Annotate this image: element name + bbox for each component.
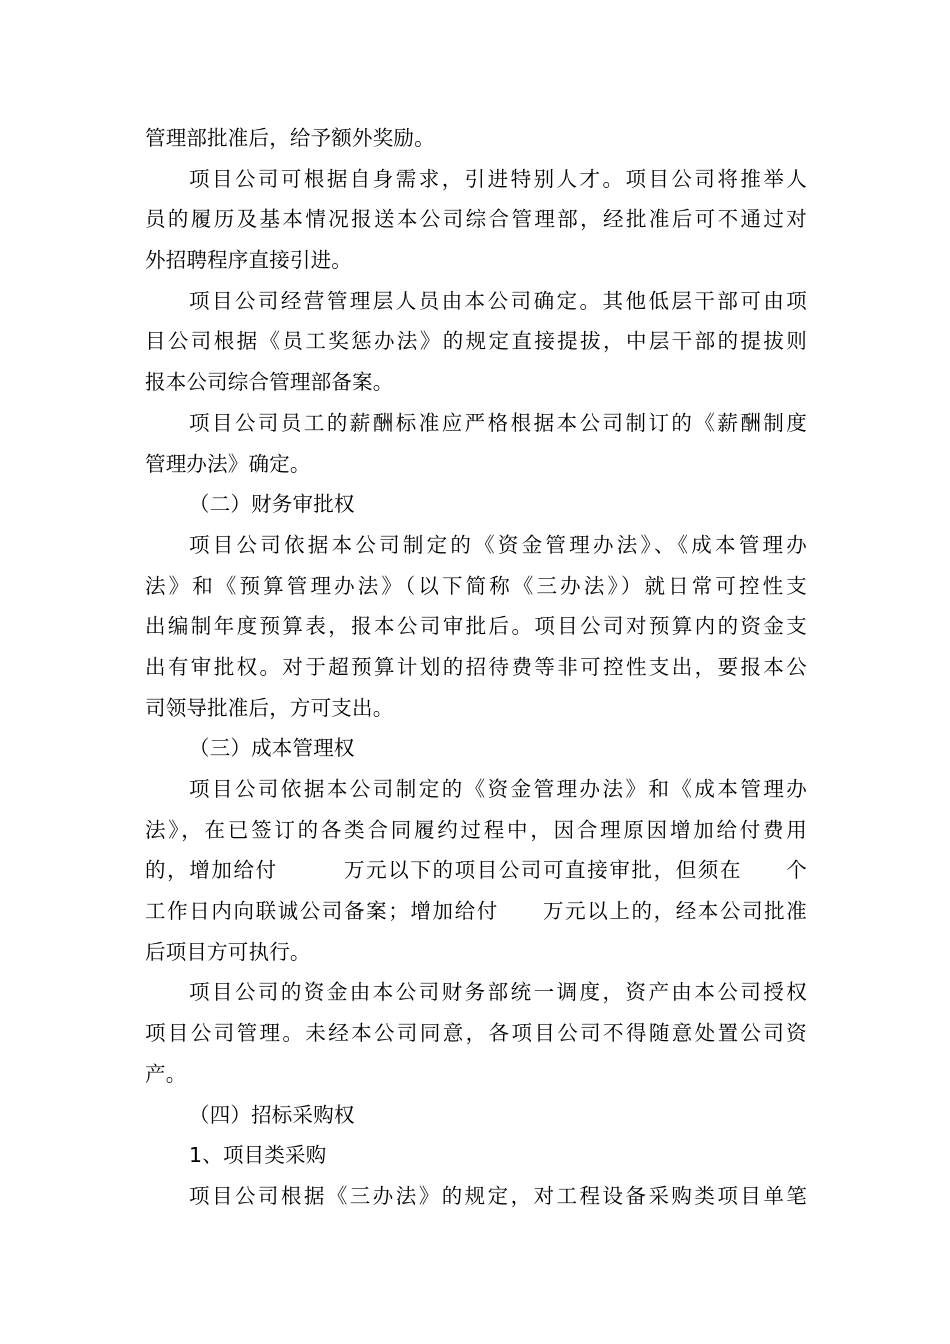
section-heading: （二）财务审批权 xyxy=(189,492,355,517)
text-line: 员的履历及基本情况报送本公司综合管理部，经批准后可不通过对 xyxy=(145,207,807,232)
text-line: 出有审批权。对于超预算计划的招待费等非可控性支出，要报本公 xyxy=(145,654,807,679)
text-line: 外招聘程序直接引进。 xyxy=(145,248,352,273)
paragraph-first-line: 项目公司的资金由本公司财务部统一调度，资产由本公司授权 xyxy=(189,980,807,1005)
paragraph-first-line: 项目公司员工的薪酬标准应严格根据本公司制订的《薪酬制度 xyxy=(189,410,807,435)
text-line: 法》，在已签订的各类合同履约过程中，因合理原因增加给付费用 xyxy=(145,817,807,842)
text-line: 管理办法》确定。 xyxy=(145,451,311,476)
text-line: 工作日内向联诚公司备案；增加给付 万元以上的，经本公司批准 xyxy=(145,899,807,924)
paragraph-first-line: 项目公司可根据自身需求，引进特别人才。项目公司将推举人 xyxy=(189,166,807,191)
paragraph-first-line: 项目公司依据本公司制定的《资金管理办法》和《成本管理办 xyxy=(189,777,807,801)
text-line: 报本公司综合管理部备案。 xyxy=(145,370,394,395)
text-line: 法》和《预算管理办法》（以下简称《三办法》）就日常可控性支 xyxy=(145,573,807,598)
subsection-heading: 1、项目类采购 xyxy=(189,1143,327,1168)
paragraph-first-line: 项目公司经营管理层人员由本公司确定。其他低层干部可由项 xyxy=(189,288,807,313)
paragraph-first-line: 项目公司依据本公司制定的《资金管理办法》、《成本管理办 xyxy=(189,532,807,557)
text-line: 的，增加给付 万元以下的项目公司可直接审批，但须在 个 xyxy=(145,858,807,883)
section-heading: （四）招标采购权 xyxy=(189,1102,355,1127)
text-line: 管理部批准后，给予额外奖励。 xyxy=(145,126,435,150)
text-line: 目公司根据《员工奖惩办法》的规定直接提拔，中层干部的提拔则 xyxy=(145,329,807,354)
document-body xyxy=(145,118,807,1217)
text-line: 司领导批准后，方可支出。 xyxy=(145,695,394,720)
text-line: 项目公司管理。未经本公司同意，各项目公司不得随意处置公司资 xyxy=(145,1021,807,1046)
paragraph-first-line: 项目公司根据《三办法》的规定，对工程设备采购类项目单笔 xyxy=(189,1183,807,1208)
text-line: 后项目方可执行。 xyxy=(145,939,311,964)
section-heading: （三）成本管理权 xyxy=(189,736,355,761)
text-line: 出编制年度预算表，报本公司审批后。项目公司对预算内的资金支 xyxy=(145,614,807,639)
text-line: 产。 xyxy=(145,1061,187,1086)
